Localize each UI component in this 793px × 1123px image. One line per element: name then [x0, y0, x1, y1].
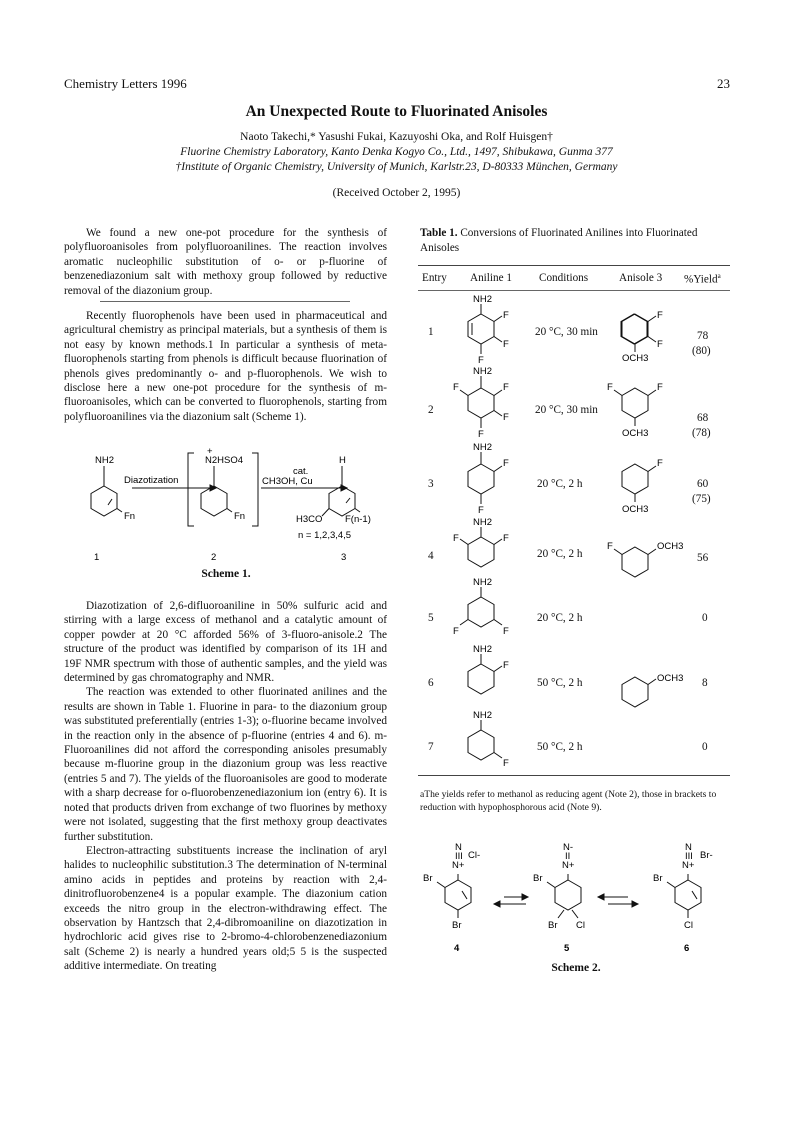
- cell-yield-7: 0: [702, 741, 708, 753]
- s2-cl-5: Cl: [576, 920, 585, 931]
- s2-triple-6: III: [685, 851, 693, 862]
- s1-n-range: n = 1,2,3,4,5: [298, 530, 352, 541]
- th-yield: [684, 272, 721, 286]
- cell-entry-3: 3: [428, 478, 434, 490]
- th-yield-text: %Yield: [684, 273, 718, 286]
- s2-cl-6: Cl: [684, 920, 693, 931]
- cell-cond-7: 50 °C, 2 h: [537, 741, 583, 753]
- s1-fn1-label: F(n-1): [345, 514, 371, 525]
- authors: Naoto Takechi,* Yasushi Fukai, Kazuyoshi Oka, and Rolf Huisgen†: [240, 131, 553, 143]
- abstract: [64, 226, 387, 298]
- discussion-p1: Diazotization of 2,6-difluoroaniline in 50% sulfuric acid and stirring with a large excess of methanol and a catalytic amount of copper powder at 20 °C afforded 56% of 3-fluoro-anisole.2 The structure of the product was identified by comparison of its 1H and 19F NMR spectrum with those of authentic samples, and the yield was determined by gas chromatography and NMR.: [64, 600, 387, 685]
- discussion-p2: The reaction was extended to other fluorinated anilines and the results are shown in Table 1. Fluorine in para- to the diazonium group was substituted preferentially (entries 1-3); o-fluorine became involved in the reaction only in the absence of p-fluorine (entries 4 and 6). m-Fluoroanilines did not afford the corresponding anisoles presumably because m-fluorine group in the diazonium group was less reactive (entries 5 and 7). The yields of the fluoroanisoles are good to moderate with a sharp decrease for o-fluorobenzenediazonium ion (entry 6). It is noted that products driven from exchange of two fluorines by methoxy were not isolated, suggesting that the first methoxy group deactivates further substitution.: [64, 686, 387, 843]
- s1-cat: cat.: [293, 466, 309, 477]
- s2-nplus-6: N+: [682, 860, 695, 871]
- cell-yield-4: 56: [697, 552, 709, 564]
- s2-nplus-4: N+: [452, 860, 465, 871]
- s2-nplus-5: N+: [562, 860, 575, 871]
- discussion: [64, 599, 387, 974]
- journal-header: Chemistry Letters 1996: [64, 76, 187, 91]
- table-top-rule: [418, 265, 730, 266]
- t1-a-f1: F: [657, 310, 663, 321]
- s2-br-5b: Br: [548, 920, 558, 931]
- table-bottom-rule: [418, 775, 730, 776]
- t2-f-a: F: [453, 382, 459, 393]
- cell-entry-1: 1: [428, 326, 434, 338]
- th-anisole: Anisole 3: [619, 272, 663, 284]
- affiliation-2: †Institute of Organic Chemistry, University of Munich, Karlstr.23, D-80333 München, Germany: [175, 161, 618, 173]
- t2-a-och3: OCH3: [622, 428, 649, 439]
- abstract-text: We found a new one-pot procedure for the synthesis of polyfluoroanisoles from polyfluoroanilines. The reaction involves aromatic nucleophilic substitution of o- or p-fluorine of benzenediazonium salt with methoxy group followed by reductive removal of the diazonium group.: [64, 227, 387, 297]
- th-yield-sup: a: [717, 272, 721, 280]
- t3-f-a: F: [503, 458, 509, 469]
- affiliation-1: Fluorine Chemistry Laboratory, Kanto Denka Kogyo Co., Ltd., 1497, Shibukawa, Gunma 377: [180, 146, 613, 158]
- intro-text: Recently fluorophenols have been used in pharmaceutical and agricultural chemistry as principal materials, but a synthesis of them is not easy by known methods.1 In particular a synthesis of meta-fluorophenols starting from phenols is difficult because fluorination of phenols gives predominantly o- and p-fluorophenols. We wish to disclose here a new one-pot procedure for the synthesis of m-fluoroanisoles, which can be converted to fluorophenols, starting from polyfluoroanilines via the diazonium salt (Scheme 1).: [64, 310, 387, 423]
- cell-yield-1: 78: [697, 330, 709, 342]
- received-date: (Received October 2, 1995): [332, 187, 461, 199]
- cell-cond-6: 50 °C, 2 h: [537, 677, 583, 689]
- scheme-1-caption: Scheme 1.: [201, 568, 251, 580]
- t1-nh2: NH2: [473, 294, 493, 305]
- th-entry: Entry: [422, 272, 447, 284]
- t3-f-b: F: [478, 505, 484, 516]
- table-footnote: aThe yields refer to methanol as reducing agent (Note 2), those in brackets to reduction with hypophosphorous acid (Note 9).: [420, 789, 717, 813]
- t2-a-f1: F: [607, 382, 613, 393]
- cell-yield-6: 8: [702, 677, 708, 689]
- cell-cond-2: 20 °C, 30 min: [535, 404, 598, 416]
- t3-nh2: NH2: [473, 442, 493, 453]
- t2-a-f2: F: [657, 382, 663, 393]
- s1-fn-label-2: Fn: [234, 511, 246, 522]
- cell-cond-5: 20 °C, 2 h: [537, 612, 583, 624]
- s1-h3co-label: H3CO: [296, 514, 323, 525]
- s1-h-label: H: [339, 455, 346, 466]
- t2-f-b: F: [503, 382, 509, 393]
- t2-f-c: F: [503, 412, 509, 423]
- t1-f-a: F: [503, 310, 509, 321]
- cell-entry-4: 4: [428, 550, 434, 562]
- t7-nh2: NH2: [473, 710, 493, 721]
- cell-cond-3: 20 °C, 2 h: [537, 478, 583, 490]
- cell-cond-1: 20 °C, 30 min: [535, 326, 598, 338]
- s1-fn-label: Fn: [124, 511, 136, 522]
- t6-a-och3: OCH3: [657, 673, 684, 684]
- cell-yield-3: 60: [697, 478, 709, 490]
- scheme-2: [418, 836, 734, 956]
- t1-a-f2: F: [657, 339, 663, 350]
- scheme-2-caption: Scheme 2.: [551, 962, 601, 974]
- t1-a-och3: OCH3: [622, 353, 649, 364]
- discussion-p3: Electron-attracting substituents increase the inclination of aryl halides to nucleophilic substitution.3 The determination of N-terminal amino acids in peptides and proteins by reaction with 2,4-dinitrofluorobenzene4 is a popular example. The diazonium cation exceeds the nitro group in the electron-withdrawing effect. The observation by Hantzsch that 2,4-dibromoaniline on diazotization in hydrochloric acid gives rise to 2-bromo-4-chlorobenzenediazonium salt (Scheme 2) is nearly a hundred years old;5 5 is the suspected additive intermediate. On treating: [64, 844, 387, 973]
- t5-nh2: NH2: [473, 577, 493, 588]
- t7-f: F: [503, 758, 509, 769]
- t5-f-b: F: [503, 626, 509, 637]
- t4-f-a: F: [453, 533, 459, 544]
- s2-br-4a: Br: [423, 873, 433, 884]
- cell-entry-7: 7: [428, 741, 434, 753]
- s2-br-5a: Br: [533, 873, 543, 884]
- s2-compound-6: 6: [684, 943, 690, 954]
- s2-clminus-4: Cl-: [468, 850, 481, 861]
- s2-n-4: N: [455, 842, 462, 853]
- page-number: 23: [717, 76, 730, 91]
- s2-compound-4: 4: [454, 943, 460, 954]
- table-caption-label: Table 1.: [420, 227, 458, 239]
- table-header-rule: [418, 290, 730, 291]
- t1-f-c: F: [478, 355, 484, 366]
- cell-entry-6: 6: [428, 677, 434, 689]
- table-structures: [440, 292, 684, 772]
- t2-nh2: NH2: [473, 366, 493, 377]
- s2-brminus-6: Br-: [700, 850, 713, 861]
- s2-br-6: Br: [653, 873, 663, 884]
- s1-plus: +: [207, 446, 213, 457]
- s1-compound-1: 1: [94, 552, 100, 563]
- intro-paragraph: [64, 309, 387, 424]
- s2-compound-5: 5: [564, 943, 570, 954]
- s1-step2: CH3OH, Cu: [262, 476, 313, 487]
- s1-compound-2: 2: [211, 552, 217, 563]
- s2-double-5: II: [565, 851, 571, 862]
- s1-nh2-label: NH2: [95, 455, 115, 466]
- t1-f-b: F: [503, 339, 509, 350]
- cell-cond-4: 20 °C, 2 h: [537, 548, 583, 560]
- th-conditions: Conditions: [539, 272, 589, 284]
- cell-yield2-1: (80): [692, 345, 711, 357]
- cell-yield-2: 68: [697, 412, 709, 424]
- s2-n-6: N: [685, 842, 692, 853]
- s1-step1: Diazotization: [124, 475, 179, 486]
- t5-f-a: F: [453, 626, 459, 637]
- cell-yield-5: 0: [702, 612, 708, 624]
- t4-a-och3: OCH3: [657, 541, 684, 552]
- t4-f-b: F: [503, 533, 509, 544]
- s1-n2hso4-label: N2HSO4: [205, 455, 244, 466]
- th-aniline: Aniline 1: [470, 272, 512, 284]
- table-caption-text: Conversions of Fluorinated Anilines into Fluorinated Anisoles: [420, 227, 698, 254]
- abstract-divider: [100, 301, 350, 302]
- t6-nh2: NH2: [473, 644, 493, 655]
- t6-f: F: [503, 660, 509, 671]
- table-structure-labels: [453, 294, 683, 769]
- cell-yield2-2: (78): [692, 427, 711, 439]
- s1-compound-3: 3: [341, 552, 347, 563]
- s2-br-4b: Br: [452, 920, 462, 931]
- cell-entry-5: 5: [428, 612, 434, 624]
- cell-entry-2: 2: [428, 404, 434, 416]
- cell-yield2-3: (75): [692, 493, 711, 505]
- t3-a-och3: OCH3: [622, 504, 649, 515]
- author-block: [0, 130, 793, 175]
- table-caption: [420, 226, 730, 255]
- s2-triple-4: III: [455, 851, 463, 862]
- scheme-1: [64, 446, 388, 586]
- t4-nh2: NH2: [473, 517, 493, 528]
- t2-f-d: F: [478, 429, 484, 440]
- t3-a-f: F: [657, 458, 663, 469]
- paper-title: An Unexpected Route to Fluorinated Anisoles: [245, 103, 548, 120]
- t4-a-f: F: [607, 541, 613, 552]
- s2-nminus-5: N-: [563, 842, 574, 853]
